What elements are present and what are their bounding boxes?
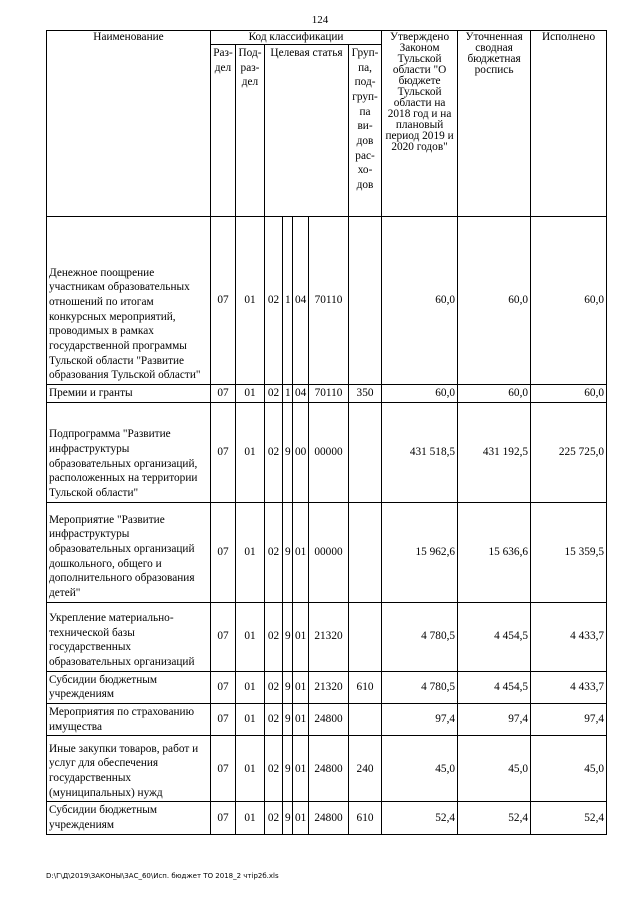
approved-amount: 4 780,5 — [382, 671, 458, 703]
executed-amount: 4 433,7 — [531, 671, 607, 703]
target-article-program: 02 — [265, 704, 283, 736]
table-row — [47, 602, 607, 671]
header-name: Наименование — [47, 31, 211, 217]
target-article-program: 02 — [265, 671, 283, 703]
table-row — [47, 736, 607, 802]
target-article-program: 02 — [265, 217, 283, 385]
subsection-code: 01 — [236, 802, 265, 834]
subsection-code: 01 — [236, 736, 265, 802]
refined-amount: 52,4 — [458, 802, 531, 834]
refined-amount: 97,4 — [458, 704, 531, 736]
row-name: Мероприятие "Развитие инфраструктуры образовательных организаций дошкольного, общего и дополнительного образования детей" — [47, 502, 211, 602]
expense-group-code: 350 — [349, 385, 382, 403]
target-article-event: 01 — [293, 602, 309, 671]
target-article-subprogram: 9 — [283, 671, 293, 703]
expense-group-code: 610 — [349, 671, 382, 703]
target-article-subprogram: 9 — [283, 704, 293, 736]
target-article-event: 04 — [293, 217, 309, 385]
section-code: 07 — [211, 502, 236, 602]
executed-amount: 225 725,0 — [531, 402, 607, 502]
section-code: 07 — [211, 802, 236, 834]
section-code: 07 — [211, 704, 236, 736]
target-article-program: 02 — [265, 502, 283, 602]
approved-amount: 431 518,5 — [382, 402, 458, 502]
target-article-direction: 00000 — [309, 402, 349, 502]
section-code: 07 — [211, 217, 236, 385]
expense-group-code — [349, 704, 382, 736]
budget-table — [46, 30, 607, 835]
approved-amount: 60,0 — [382, 217, 458, 385]
target-article-event: 01 — [293, 802, 309, 834]
subsection-code: 01 — [236, 217, 265, 385]
executed-amount: 52,4 — [531, 802, 607, 834]
target-article-direction: 24800 — [309, 802, 349, 834]
approved-amount: 45,0 — [382, 736, 458, 802]
target-article-event: 01 — [293, 502, 309, 602]
row-name: Премии и гранты — [47, 385, 211, 403]
executed-amount: 15 359,5 — [531, 502, 607, 602]
subsection-code: 01 — [236, 385, 265, 403]
subsection-code: 01 — [236, 402, 265, 502]
target-article-direction: 21320 — [309, 671, 349, 703]
target-article-event: 01 — [293, 671, 309, 703]
row-name: Мероприятия по страхованию имущества — [47, 704, 211, 736]
executed-amount: 4 433,7 — [531, 602, 607, 671]
expense-group-code: 240 — [349, 736, 382, 802]
expense-group-code — [349, 402, 382, 502]
row-name: Иные закупки товаров, работ и услуг для обеспечения государственных (муниципальных) нужд — [47, 736, 211, 802]
approved-amount: 52,4 — [382, 802, 458, 834]
target-article-subprogram: 1 — [283, 217, 293, 385]
executed-amount: 45,0 — [531, 736, 607, 802]
target-article-event: 00 — [293, 402, 309, 502]
section-code: 07 — [211, 385, 236, 403]
header-expense-group: Груп-па, под-груп-па ви-дов рас-хо-дов — [349, 45, 382, 217]
target-article-subprogram: 9 — [283, 802, 293, 834]
table-row — [47, 385, 607, 403]
refined-amount: 60,0 — [458, 385, 531, 403]
footer-file-path: D:\Г\Д\2019\ЗАКОНЫ\ЗАС_60\Исп. бюджет ТО 2018_2 чтір2б.xls — [46, 872, 279, 880]
section-code: 07 — [211, 736, 236, 802]
section-code: 07 — [211, 671, 236, 703]
subsection-code: 01 — [236, 602, 265, 671]
table-row — [47, 502, 607, 602]
header-executed: Исполнено — [531, 31, 607, 217]
target-article-direction: 24800 — [309, 704, 349, 736]
target-article-subprogram: 1 — [283, 385, 293, 403]
header-section: Раз-дел — [211, 45, 236, 217]
approved-amount: 4 780,5 — [382, 602, 458, 671]
target-article-event: 01 — [293, 736, 309, 802]
row-name: Денежное поощрение участникам образовательных отношений по итогам конкурсных мероприятий, проводимых в рамках государственной программы Тульской области "Развитие образования Тульской области" — [47, 217, 211, 385]
section-code: 07 — [211, 602, 236, 671]
approved-amount: 97,4 — [382, 704, 458, 736]
refined-amount: 45,0 — [458, 736, 531, 802]
table-row — [47, 704, 607, 736]
table-row — [47, 402, 607, 502]
expense-group-code — [349, 502, 382, 602]
target-article-subprogram: 9 — [283, 602, 293, 671]
row-name: Субсидии бюджетным учреждениям — [47, 671, 211, 703]
header-approved: Утверждено Законом Тульской области "О бюджете Тульской области на 2018 год и на плановый период 2019 и 2020 годов" — [382, 31, 458, 217]
target-article-direction: 70110 — [309, 385, 349, 403]
subsection-code: 01 — [236, 704, 265, 736]
refined-amount: 60,0 — [458, 217, 531, 385]
table-row — [47, 217, 607, 385]
approved-amount: 60,0 — [382, 385, 458, 403]
executed-amount: 60,0 — [531, 385, 607, 403]
table-row — [47, 802, 607, 834]
refined-amount: 431 192,5 — [458, 402, 531, 502]
target-article-event: 01 — [293, 704, 309, 736]
target-article-subprogram: 9 — [283, 502, 293, 602]
refined-amount: 4 454,5 — [458, 671, 531, 703]
table-body — [47, 217, 607, 835]
executed-amount: 97,4 — [531, 704, 607, 736]
expense-group-code: 610 — [349, 802, 382, 834]
target-article-program: 02 — [265, 802, 283, 834]
target-article-program: 02 — [265, 736, 283, 802]
page-number: 124 — [311, 14, 329, 26]
refined-amount: 4 454,5 — [458, 602, 531, 671]
header-target-article: Целевая статья — [265, 45, 349, 217]
header-code-group: Код классификации — [211, 31, 382, 45]
subsection-code: 01 — [236, 671, 265, 703]
header-refined: Уточненная сводная бюджетная роспись — [458, 31, 531, 217]
subsection-code: 01 — [236, 502, 265, 602]
header-subsection: Под-раз-дел — [236, 45, 265, 217]
target-article-direction: 21320 — [309, 602, 349, 671]
row-name: Укрепление материально-технической базы государственных образовательных организаций — [47, 602, 211, 671]
target-article-program: 02 — [265, 402, 283, 502]
section-code: 07 — [211, 402, 236, 502]
target-article-subprogram: 9 — [283, 402, 293, 502]
executed-amount: 60,0 — [531, 217, 607, 385]
target-article-event: 04 — [293, 385, 309, 403]
approved-amount: 15 962,6 — [382, 502, 458, 602]
target-article-program: 02 — [265, 602, 283, 671]
table-row — [47, 671, 607, 703]
target-article-direction: 70110 — [309, 217, 349, 385]
target-article-direction: 24800 — [309, 736, 349, 802]
target-article-program: 02 — [265, 385, 283, 403]
target-article-direction: 00000 — [309, 502, 349, 602]
expense-group-code — [349, 602, 382, 671]
row-name: Субсидии бюджетным учреждениям — [47, 802, 211, 834]
row-name: Подпрограмма "Развитие инфраструктуры образовательных организаций, расположенных на территории Тульской области" — [47, 402, 211, 502]
target-article-subprogram: 9 — [283, 736, 293, 802]
refined-amount: 15 636,6 — [458, 502, 531, 602]
expense-group-code — [349, 217, 382, 385]
